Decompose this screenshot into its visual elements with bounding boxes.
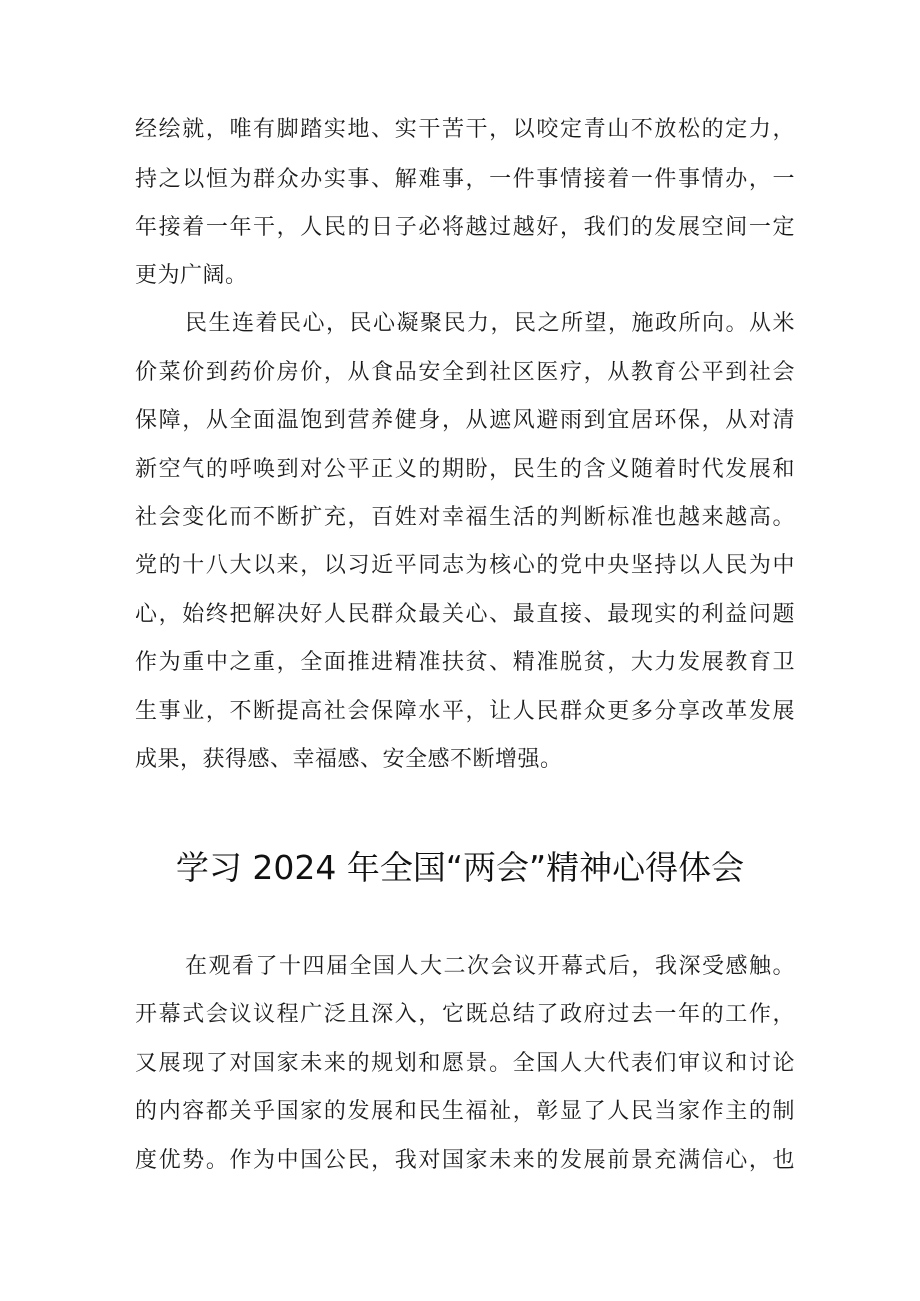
section-title: 学习 2024 年全国“两会”精神心得体会 <box>175 848 745 887</box>
text-line: 生事业，不断提高社会保障水平，让人民群众更多分享改革发展 <box>135 699 795 724</box>
text-line: 新空气的呼唤到对公平正义的期盼，民生的含义随着时代发展和 <box>135 457 795 482</box>
text-line: 又展现了对国家未来的规划和愿景。全国人大代表们审议和讨论 <box>135 1051 795 1076</box>
text-line: 成果，获得感、幸福感、安全感不断增强。 <box>135 747 563 772</box>
text-line: 在观看了十四届全国人大二次会议开幕式后，我深受感触。 <box>185 954 795 979</box>
text-line: 更为广阔。 <box>135 263 248 288</box>
text-line: 年接着一年干，人民的日子必将越过越好，我们的发展空间一定 <box>135 215 795 240</box>
text-line: 价菜价到药价房价，从食品安全到社区医疗，从教育公平到社会 <box>135 360 795 385</box>
text-line: 作为重中之重，全面推进精准扶贫、精准脱贫，大力发展教育卫 <box>135 650 795 675</box>
text-line: 民生连着民心，民心凝聚民力，民之所望，施政所向。从米 <box>185 311 795 336</box>
text-line: 持之以恒为群众办实事、解难事，一件事情接着一件事情办，一 <box>135 167 795 192</box>
text-line: 度优势。作为中国公民，我对国家未来的发展前景充满信心，也 <box>135 1148 795 1173</box>
text-line: 社会变化而不断扩充，百姓对幸福生活的判断标准也越来越高。 <box>135 505 795 530</box>
text-line: 党的十八大以来，以习近平同志为核心的党中央坚持以人民为中 <box>135 553 795 578</box>
text-line: 经绘就，唯有脚踏实地、实干苦干，以咬定青山不放松的定力， <box>135 117 795 142</box>
text-line: 保障，从全面温饱到营养健身，从遮风避雨到宜居环保，从对清 <box>135 408 795 433</box>
text-line: 的内容都关乎国家的发展和民生福祉，彰显了人民当家作主的制 <box>135 1099 795 1124</box>
text-line: 心，始终把解决好人民群众最关心、最直接、最现实的利益问题 <box>135 602 795 627</box>
text-line: 开幕式会议议程广泛且深入，它既总结了政府过去一年的工作， <box>135 1002 795 1027</box>
